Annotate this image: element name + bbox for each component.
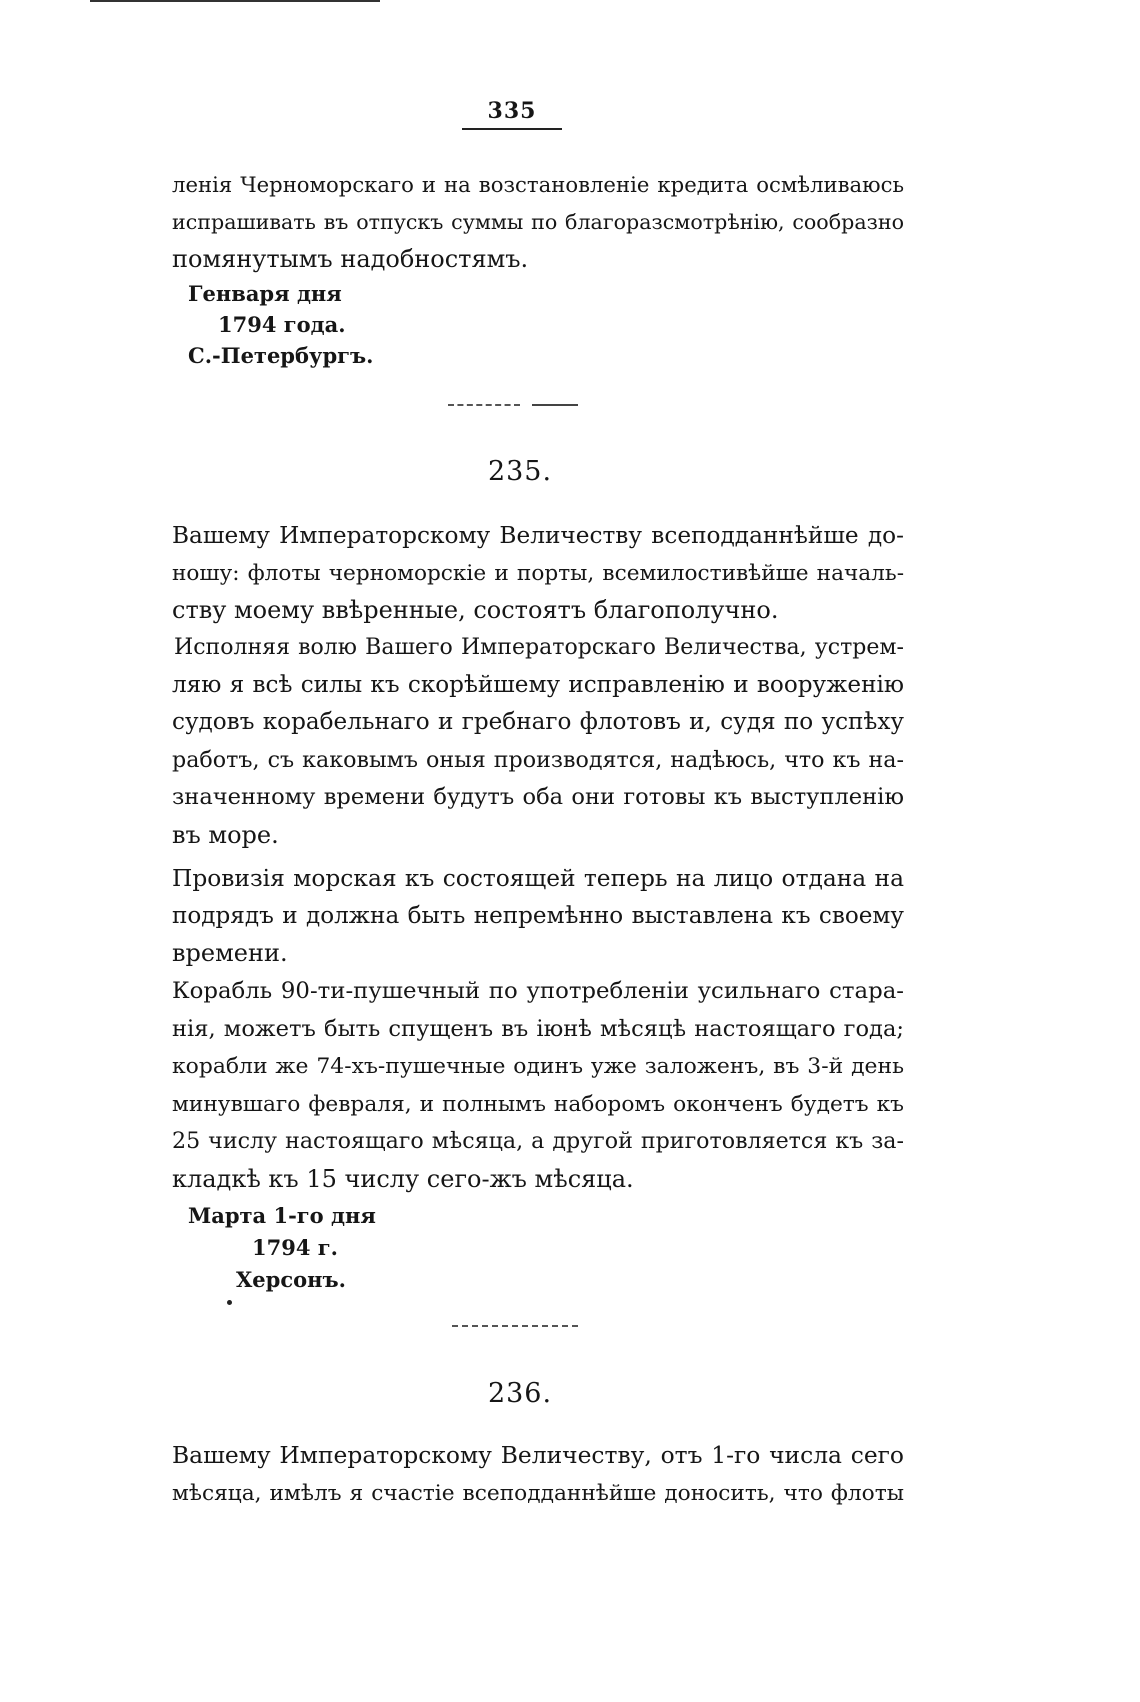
signature-year: 1794 г. <box>252 1235 338 1260</box>
text-line: ляю я всѣ силы къ скорѣйшему исправленію и вооруженію <box>172 671 904 698</box>
doc235-paragraph-1 <box>172 517 904 630</box>
text-line: Провизія морская къ состоящей теперь на лицо отдана на <box>172 865 904 892</box>
separator-dashes <box>448 404 520 406</box>
signature-date: Генваря дня <box>188 281 342 306</box>
text-line: значенному времени будутъ оба они готовы къ выступленію <box>172 784 904 810</box>
text-line: корабли же 74-хъ-пушечные одинъ уже заложенъ, въ 3-й день <box>172 1054 904 1079</box>
text-line: Вашему Императорскому Величеству всеподданнѣйше до- <box>172 522 904 549</box>
text-line: въ море. <box>172 820 279 849</box>
document-number-235: 235. <box>487 456 553 487</box>
doc235-paragraph-4 <box>172 973 904 1198</box>
text-line: работъ, съ каковымъ оныя производятся, надѣюсь, что къ на- <box>172 746 904 773</box>
text-line: Корабль 90-ти-пушечный по употребленіи усильнаго стара- <box>172 978 904 1004</box>
text-line: судовъ корабельнаго и гребнаго флотовъ и, судя по успѣху <box>172 709 904 735</box>
text-line: ству моему ввѣренные, состоятъ благополучно. <box>172 596 779 624</box>
text-line: Исполняя волю Вашего Императорскаго Величества, устрем- <box>174 635 904 660</box>
text-line: подрядъ и должна быть непремѣнно выставлена къ своему <box>172 902 904 929</box>
doc236-paragraph-1 <box>172 1437 904 1512</box>
separator-dashes <box>452 1325 578 1327</box>
ink-speck <box>227 1300 232 1305</box>
top-rule <box>90 0 380 2</box>
signature-year: 1794 года. <box>218 312 346 337</box>
text-line: ленія Черноморскаго и на возстановленіе кредита осмѣливаюсь <box>172 172 904 197</box>
separator-rule <box>532 404 578 406</box>
document-number-236: 236. <box>487 1378 553 1409</box>
doc235-paragraph-3 <box>172 860 904 973</box>
text-line: Вашему Императорскому Величеству, отъ 1-го числа сего <box>172 1441 904 1469</box>
doc235-paragraph-2 <box>172 629 904 854</box>
signature-place: Херсонъ. <box>236 1267 346 1292</box>
text-line: 25 числу настоящаго мѣсяца, а другой приготовляется къ за- <box>172 1128 904 1154</box>
page-number: 335 <box>462 98 562 130</box>
text-line: помянутымъ надобностямъ. <box>172 245 529 273</box>
text-line: мѣсяца, имѣлъ я счастіе всеподданнѣйше доносить, что флоты <box>172 1480 904 1506</box>
intro-paragraph <box>172 166 904 279</box>
text-line: кладкѣ къ 15 числу сего-жъ мѣсяца. <box>172 1164 634 1193</box>
signature-date: Марта 1-го дня <box>188 1203 376 1228</box>
text-line: испрашивать въ отпускъ суммы по благоразсмотрѣнію, сообразно <box>172 209 904 234</box>
text-line: ношу: флоты черноморскіе и порты, всемилостивѣйше началь- <box>172 560 904 586</box>
text-line: минувшаго февраля, и полнымъ наборомъ оконченъ будетъ къ <box>172 1091 904 1117</box>
signature-place: С.-Петербургъ. <box>188 343 374 368</box>
text-line: нія, можетъ быть спущенъ въ іюнѣ мѣсяцѣ настоящаго года; <box>172 1015 904 1042</box>
text-line: времени. <box>172 939 288 967</box>
